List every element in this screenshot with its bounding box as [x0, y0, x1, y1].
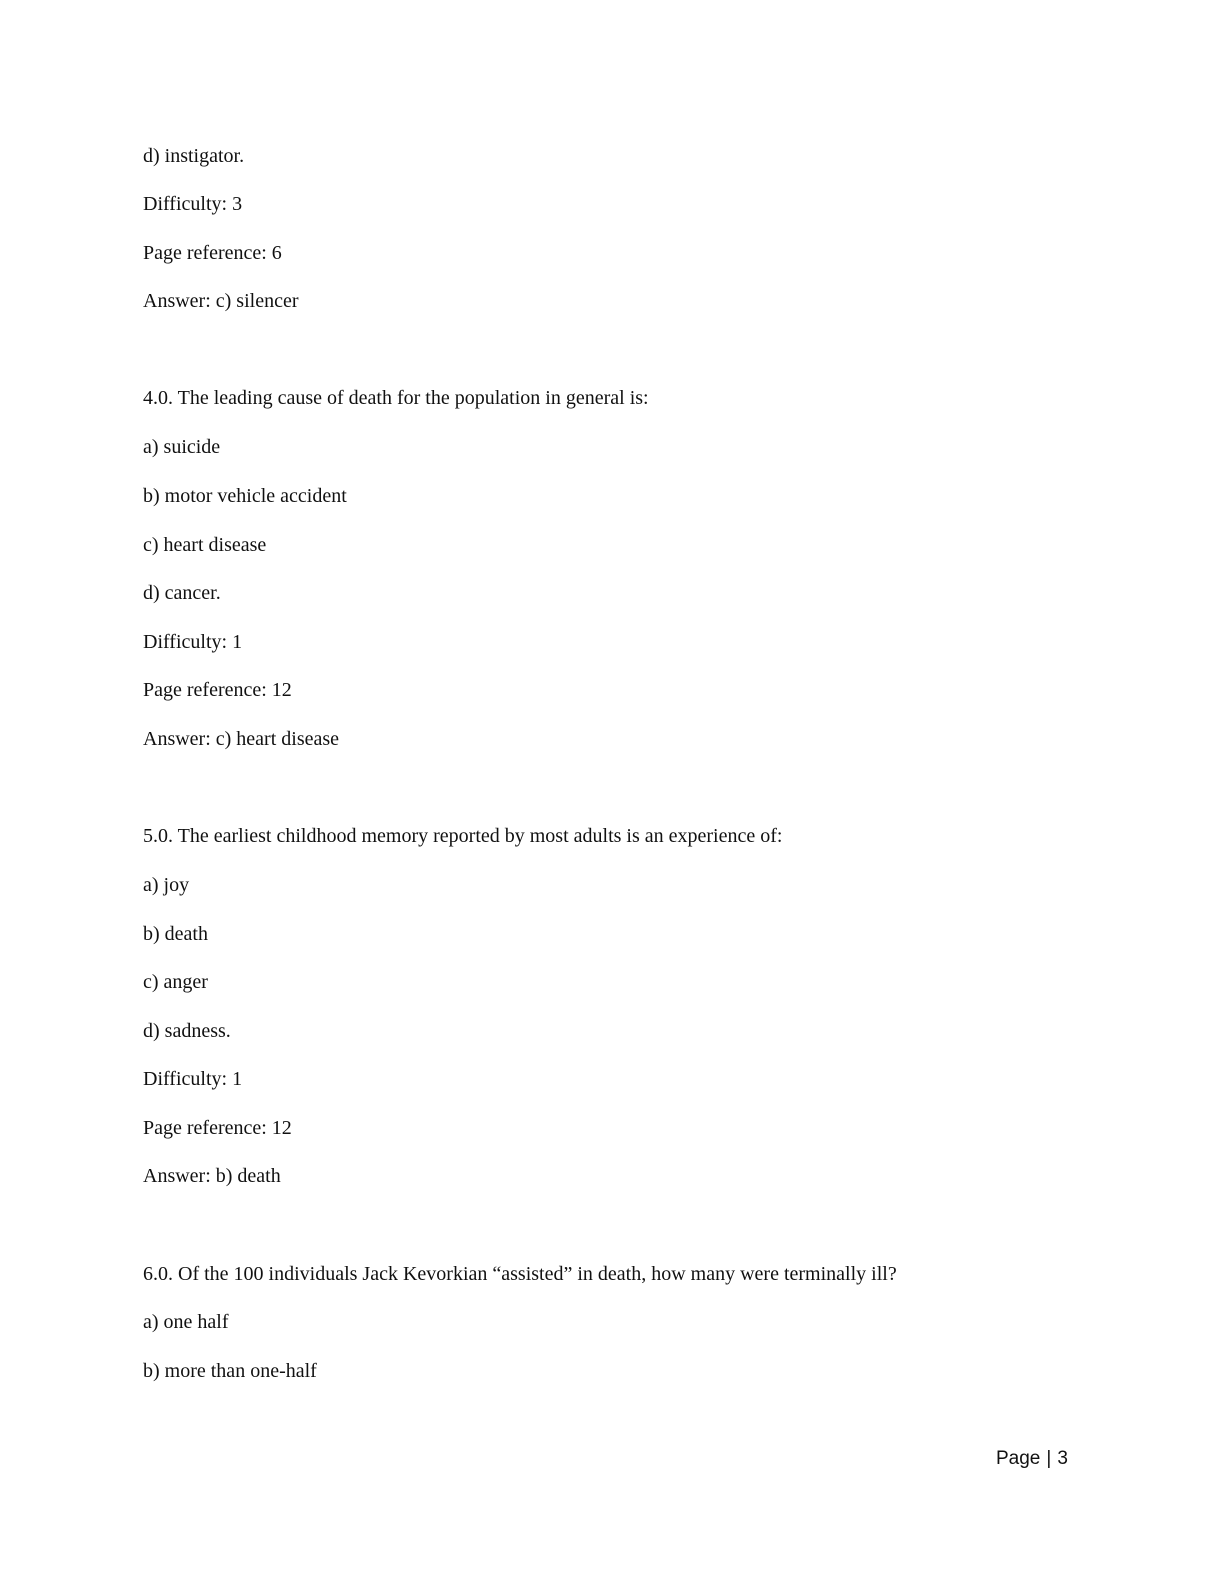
q3-option-d: d) instigator.	[143, 145, 245, 167]
q5-option-d: d) sadness.	[143, 1020, 231, 1042]
q5-option-a: a) joy	[143, 874, 190, 896]
page-label: Page	[996, 1448, 1041, 1469]
q5-answer: Answer: b) death	[143, 1165, 281, 1187]
q4-option-c: c) heart disease	[143, 534, 267, 556]
q6-option-a: a) one half	[143, 1311, 229, 1333]
q6-option-b: b) more than one-half	[143, 1360, 317, 1382]
q5-page-reference: Page reference: 12	[143, 1117, 292, 1139]
page-separator: |	[1046, 1448, 1052, 1469]
q5-option-b: b) death	[143, 923, 208, 945]
q6-question: 6.0. Of the 100 individuals Jack Kevorkian “assisted” in death, how many were terminally ill?	[143, 1263, 897, 1285]
q3-answer: Answer: c) silencer	[143, 290, 299, 312]
q5-question: 5.0. The earliest childhood memory reported by most adults is an experience of:	[143, 825, 783, 847]
q3-difficulty: Difficulty: 3	[143, 193, 243, 215]
page-footer	[996, 1447, 1068, 1471]
q3-page-reference: Page reference: 6	[143, 242, 282, 264]
q4-option-a: a) suicide	[143, 436, 221, 458]
q4-difficulty: Difficulty: 1	[143, 631, 243, 653]
q4-option-d: d) cancer.	[143, 582, 221, 604]
q4-page-reference: Page reference: 12	[143, 679, 292, 701]
page-number: 3	[1057, 1448, 1068, 1469]
q5-difficulty: Difficulty: 1	[143, 1068, 243, 1090]
q4-question: 4.0. The leading cause of death for the population in general is:	[143, 387, 649, 409]
q5-option-c: c) anger	[143, 971, 208, 993]
q4-option-b: b) motor vehicle accident	[143, 485, 347, 507]
q4-answer: Answer: c) heart disease	[143, 728, 340, 750]
